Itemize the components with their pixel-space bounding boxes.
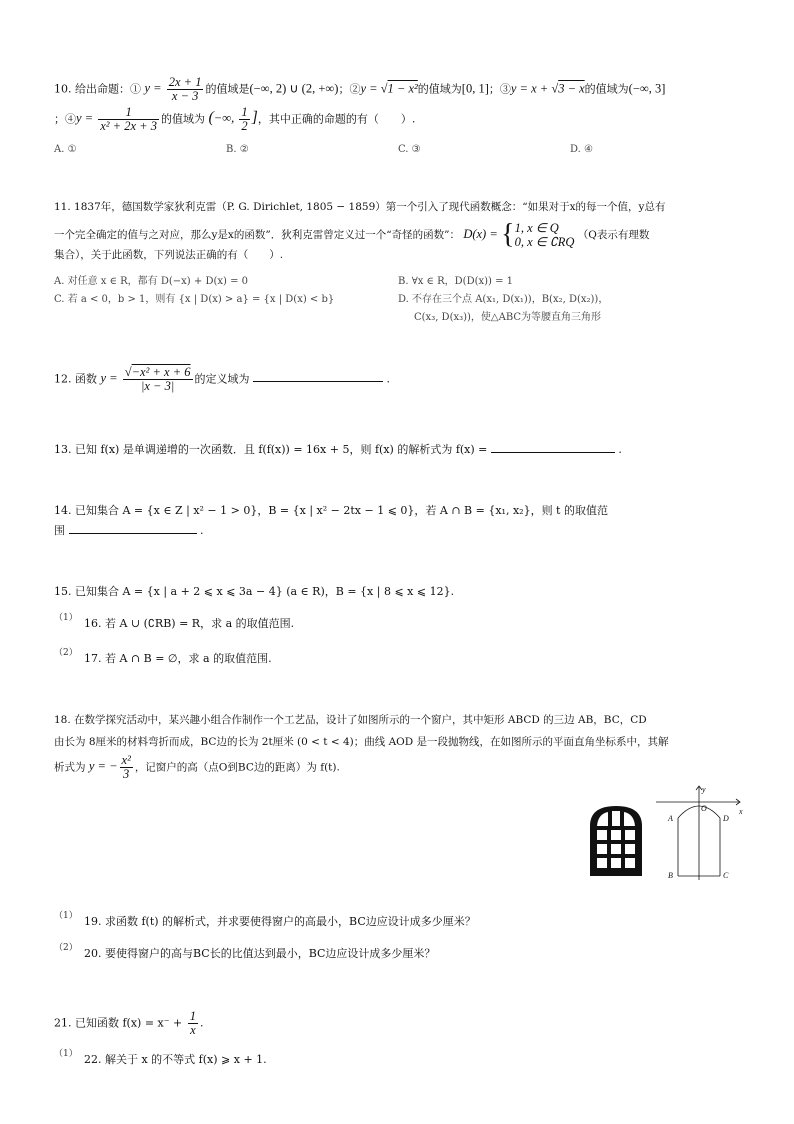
question-14-line2: 围 . (54, 521, 744, 541)
formula-1: y = $\frac{2x + 1}{x - 3}$ (144, 75, 202, 103)
option-b[interactable]: B. ∀x ∈ R，D(D(x)) = 1 (398, 276, 514, 287)
answer-blank-12[interactable] (253, 369, 383, 382)
fraction-1-over-x: $\frac{1}{x}$ (189, 1009, 197, 1037)
window-illustration (588, 804, 644, 878)
piecewise: { 1, x ∈ Q 0, x ∈ ∁RQ (501, 219, 575, 250)
question-18-line3: 析式为 y = − $\frac{\text{x²}}{3}$ ，记窗户的高（点O到BC边的距离）为 f(t). (54, 753, 340, 781)
formula-18: y = − $\frac{\text{x²}}{3}$ (88, 753, 131, 781)
option-a[interactable]: A. ① (54, 144, 77, 155)
option-d[interactable]: D. ④ (570, 144, 593, 155)
question-15: 15. 已知集合 A = {x | a + 2 ⩽ x ⩽ 3a − 4} (a ∈ R)，B = {x | 8 ⩽ x ⩽ 12}. (54, 585, 455, 598)
point-label-a: A (668, 814, 673, 823)
question-12: 12. 函数 y = $\frac{\text{√−x² + x + 6}}{|x - 3|}$ 的定义域为 . (54, 365, 391, 393)
range-4: (−∞, $\frac{1}{2}$ ] (208, 105, 258, 133)
answer-blank-14[interactable] (69, 521, 197, 534)
option-a[interactable]: A. 对任意 x ∈ R，都有 D(−x) + D(x) = 0 (54, 276, 248, 287)
question-10-line2: ；④y = $\frac{1}{\text{x² + 2x + 3}}$ 的值域为 (−∞, $\frac{1}{2}$ ]，其中正确的命题的有（ ）. (54, 105, 416, 133)
point-label-o: O (701, 804, 707, 813)
point-label-b: B (668, 871, 673, 880)
axis-label-x: x (739, 807, 743, 816)
question-11-line2: 一个完全确定的值与之对应，那么y是x的函数”．狄利克雷曾定义过一个“奇怪的函数”： D(x) = { 1, x ∈ Q 0, x ∈ ∁RQ （Q表示有理数 (54, 219, 650, 250)
question-18-line1: 18. 在数学探究活动中，某兴趣小组合作制作一个工艺品，设计了如图所示的一个窗户，其中矩形 ABCD 的三边 AB，BC，CD (54, 714, 647, 726)
question-11-line3: 集合），关于此函数，下列说法正确的有（ ）. (54, 249, 284, 261)
axis-label-y: y (702, 785, 706, 794)
option-d[interactable]: D. 不存在三个点 A(x₁, D(x₁))，B(x₂, D(x₂))， (398, 294, 609, 305)
coordinate-diagram (650, 782, 746, 882)
question-11-options (54, 272, 744, 332)
formula-12: y = $\frac{\text{√−x² + x + 6}}{|x - 3|}$ (100, 365, 191, 393)
question-14-line1: 14. 已知集合 A = {x ∈ Z | x² − 1 > 0}，B = {x | x² − 2tx − 1 ⩽ 0}，若 A ∩ B = {x₁, x₂}，则 t 的取值范 (54, 504, 608, 517)
option-c[interactable]: C. 若 a < 0，b > 1，则有 {x | D(x) > a} = {x | D(x) < b} (54, 294, 335, 305)
question-13: 13. 已知 f(x) 是单调递增的一次函数．且 f(f(x)) = 16x + 5，则 f(x) 的解析式为 f(x) = . (54, 440, 744, 460)
point-label-d: D (723, 814, 729, 823)
formula-2: y = √1 − x² (360, 81, 418, 96)
question-18-line2: 由长为 8厘米的材料弯折而成，BC边的长为 2t厘米 (0 < t < 4)；曲线 AOD 是一段抛物线，在如图所示的平面直角坐标系中，其解 (54, 736, 669, 748)
question-10: 10. 给出命题：① y = $\frac{2x + 1}{x - 3}$ 的值域是(−∞, 2) ∪ (2, +∞)；②y = √1 − x²的值域为[0, 1]；③y = x + √3 − x的值域为(−∞, 3] (54, 75, 666, 103)
formula-4: y = $\frac{1}{\text{x² + 2x + 3}}$ (76, 105, 157, 133)
formula-3: y = x + √3 − x (510, 81, 585, 96)
question-10-options (54, 144, 744, 164)
point-label-c: C (723, 871, 729, 880)
option-d-cont: C(x₃, D(x₃))，使△ABC为等腰直角三角形 (414, 312, 602, 323)
question-11-line1: 11. 1837年，德国数学家狄利克雷（P. G. Dirichlet, 1805 − 1859）第一个引入了现代函数概念：“如果对于x的每一个值，y总有 (54, 201, 666, 213)
answer-blank-13[interactable] (491, 440, 615, 453)
option-c[interactable]: C. ③ (398, 144, 421, 155)
question-21: 21. 已知函数 f(x) = x⁻ + $\frac{1}{x}$ . (54, 1009, 204, 1037)
option-b[interactable]: B. ② (226, 144, 249, 155)
